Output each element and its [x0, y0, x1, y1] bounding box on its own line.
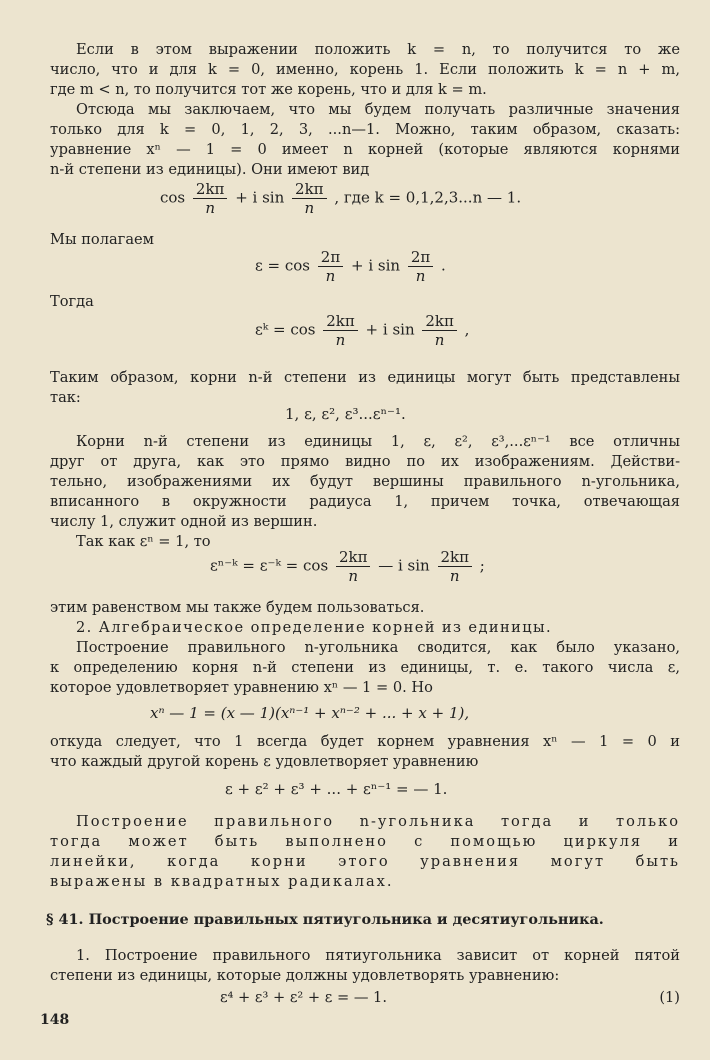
text-line: Построение правильного n-угольника сводится, как было указано, — [76, 639, 680, 656]
text-line: этим равенством мы также будем пользоваться. — [50, 599, 425, 616]
theorem-line: Построение правильного n-угольника тогда и только — [76, 813, 680, 830]
equation-number: (1) — [659, 989, 680, 1006]
text-line: тельно, изображениями их будут вершины правильного n-угольника, — [50, 473, 680, 490]
text-line: где m < n, то получится тот же корень, что и для k = m. — [50, 81, 487, 98]
text-line: число, что и для k = 0, именно, корень 1. Если положить k = n + m, — [50, 61, 680, 78]
theorem-line: линейки, когда корни этого уравнения могут быть — [50, 853, 680, 870]
text-line: Мы полагаем — [50, 231, 155, 248]
formula-epsilon-definition: ε = cos $\frac{2\pi}{n}$ + i sin $\frac{2\pi}{n}$ . — [255, 248, 446, 285]
text-line: Так как εⁿ = 1, то — [76, 533, 211, 550]
text-line: Отсюда мы заключаем, что мы будем получать различные значения — [76, 101, 680, 118]
page-number: 148 — [40, 1012, 70, 1028]
formula-fifth-roots: ε⁴ + ε³ + ε² + ε = — 1. — [220, 989, 387, 1006]
text-line: Таким образом, корни n-й степени из единицы могут быть представлены — [50, 369, 680, 386]
text-line: только для k = 0, 1, 2, 3, ...n—1. Можно, таким образом, сказать: — [50, 121, 680, 138]
section-heading: 2. Алгебраическое определение корней из единицы. — [76, 619, 553, 636]
text-line: Корни n-й степени из единицы 1, ε, ε², ε³,...εⁿ⁻¹ все отличны — [76, 433, 680, 450]
formula-epsilon-power: εᵏ = cos $\frac{2k\pi}{n}$ + i sin $\frac{2k\pi}{n}$ , — [255, 312, 470, 349]
theorem-line: выражены в квадратных радикалах. — [50, 873, 394, 890]
text-line: вписанного в окружности радиуса 1, причем точка, отвечающая — [50, 493, 680, 510]
section-heading-41: § 41. Построение правильных пятиугольника и десятиугольника. — [46, 911, 604, 928]
text-line: откуда следует, что 1 всегда будет корнем уравнения xⁿ — 1 = 0 и — [50, 733, 680, 750]
formula-roots-general: cos $\frac{2k\pi}{n}$ + i sin $\frac{2k\pi}{n}$ , где k = 0,1,2,3...n — 1. — [160, 180, 522, 217]
formula-roots-list: 1, ε, ε², ε³...εⁿ⁻¹. — [285, 405, 406, 423]
text-line: что каждый другой корень ε удовлетворяет уравнению — [50, 753, 479, 770]
formula-factorization: xⁿ — 1 = (x — 1)(xⁿ⁻¹ + xⁿ⁻² + ... + x + 1), — [150, 704, 470, 722]
text-line: числу 1, служит одной из вершин. — [50, 513, 318, 530]
theorem-line: тогда может быть выполнено с помощью циркуля и — [50, 833, 680, 850]
text-line: друг от друга, как это прямо видно по их изображениям. Действи- — [50, 453, 680, 470]
text-line: которое удовлетворяет уравнению xⁿ — 1 = 0. Но — [50, 679, 433, 696]
formula-root-sum: ε + ε² + ε³ + ... + εⁿ⁻¹ = — 1. — [225, 780, 448, 798]
text-line: n-й степени из единицы). Они имеют вид — [50, 161, 370, 178]
text-line: Тогда — [50, 293, 94, 310]
text-line: так: — [50, 389, 81, 406]
text-line: уравнение xⁿ — 1 = 0 имеет n корней (которые являются корнями — [50, 141, 680, 158]
text-line: к определению корня n-й степени из единицы, т. е. такого числа ε, — [50, 659, 680, 676]
text-line: 1. Построение правильного пятиугольника зависит от корней пятой — [76, 947, 680, 964]
text-line: степени из единицы, которые должны удовлетворять уравнению: — [50, 967, 560, 984]
formula-inverse-root: εⁿ⁻ᵏ = ε⁻ᵏ = cos $\frac{2k\pi}{n}$ — i sin $\frac{2k\pi}{n}$ ; — [210, 548, 485, 585]
text-line: Если в этом выражении положить k = n, то получится то же — [76, 41, 680, 58]
